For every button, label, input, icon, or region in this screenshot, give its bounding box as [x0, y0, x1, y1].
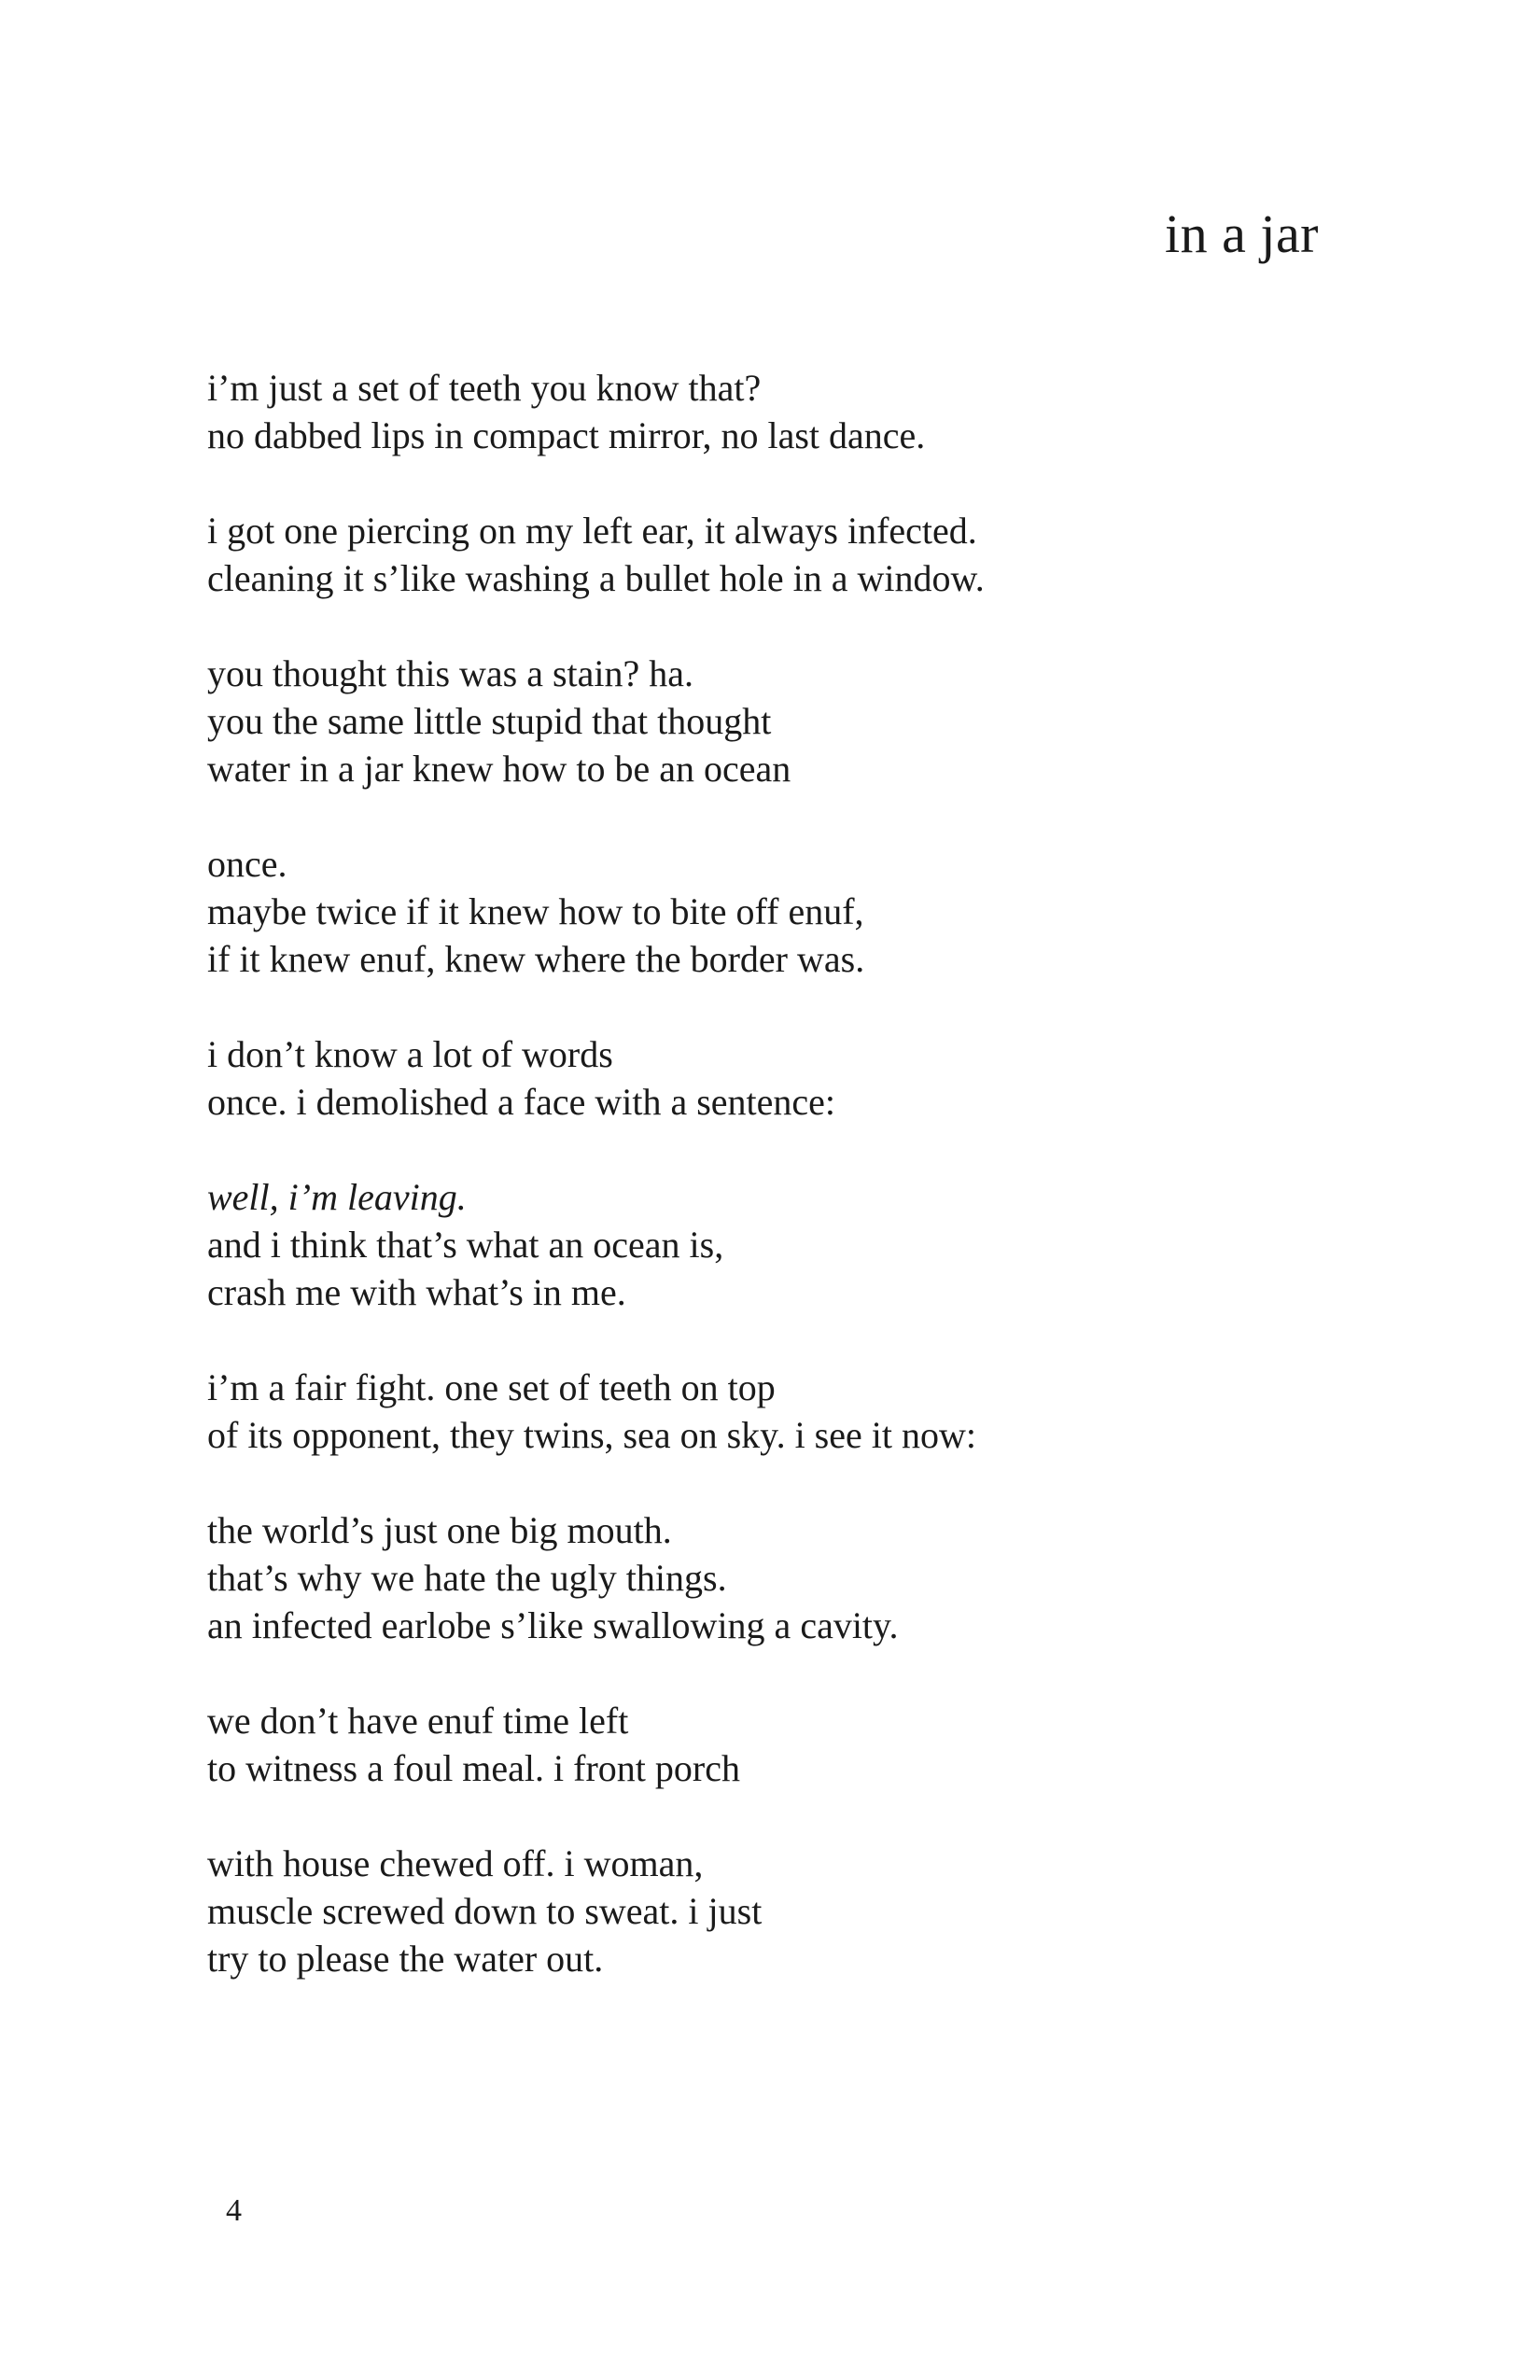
poem-line: once. i demolished a face with a sentence: [207, 1081, 836, 1123]
stanza [207, 1506, 1281, 1649]
poem-line: with house chewed off. i woman, [207, 1842, 704, 1884]
poem-line: you the same little stupid that thought [207, 700, 772, 742]
poem-line: that’s why we hate the ugly things. [207, 1557, 727, 1599]
poem-line: i got one piercing on my left ear, it always infected. [207, 510, 977, 552]
stanza [207, 364, 1281, 459]
stanza [207, 650, 1281, 792]
poem-line: we don’t have enuf time left [207, 1700, 629, 1742]
poem-line: muscle screwed down to sweat. i just [207, 1890, 763, 1932]
poem-line: i’m a fair fight. one set of teeth on top [207, 1366, 776, 1408]
poem-line: and i think that’s what an ocean is, [207, 1224, 724, 1266]
poem-line: no dabbed lips in compact mirror, no last dance. [207, 414, 926, 456]
poem-line: try to please the water out. [207, 1938, 604, 1980]
stanza [207, 1697, 1281, 1792]
stanza [207, 1840, 1281, 1982]
poem-line: water in a jar knew how to be an ocean [207, 748, 791, 790]
poem-line: maybe twice if it knew how to bite off enuf, [207, 890, 864, 932]
poem-title: in a jar [1164, 203, 1319, 264]
poem-line: i’m just a set of teeth you know that? [207, 367, 762, 409]
stanza [207, 1364, 1281, 1459]
poem-line: cleaning it s’like washing a bullet hole in a window. [207, 557, 985, 599]
poem-line: of its opponent, they twins, sea on sky. i see it now: [207, 1414, 976, 1456]
poem-line: once. [207, 843, 287, 885]
poem-line: well, i’m leaving. [207, 1176, 467, 1218]
page-number: 4 [226, 2193, 242, 2228]
stanza [207, 1173, 1281, 1316]
stanza [207, 1030, 1281, 1126]
poem-line: you thought this was a stain? ha. [207, 652, 694, 694]
poem-body [207, 364, 1281, 2030]
poem-line: the world’s just one big mouth. [207, 1509, 672, 1551]
poem-line: an infected earlobe s’like swallowing a cavity. [207, 1604, 899, 1646]
poem-line: to witness a foul meal. i front porch [207, 1747, 740, 1789]
stanza [207, 840, 1281, 983]
poem-line: i don’t know a lot of words [207, 1033, 613, 1075]
poem-line: crash me with what’s in me. [207, 1271, 626, 1313]
stanza [207, 507, 1281, 602]
poem-line: if it knew enuf, knew where the border was. [207, 938, 865, 980]
